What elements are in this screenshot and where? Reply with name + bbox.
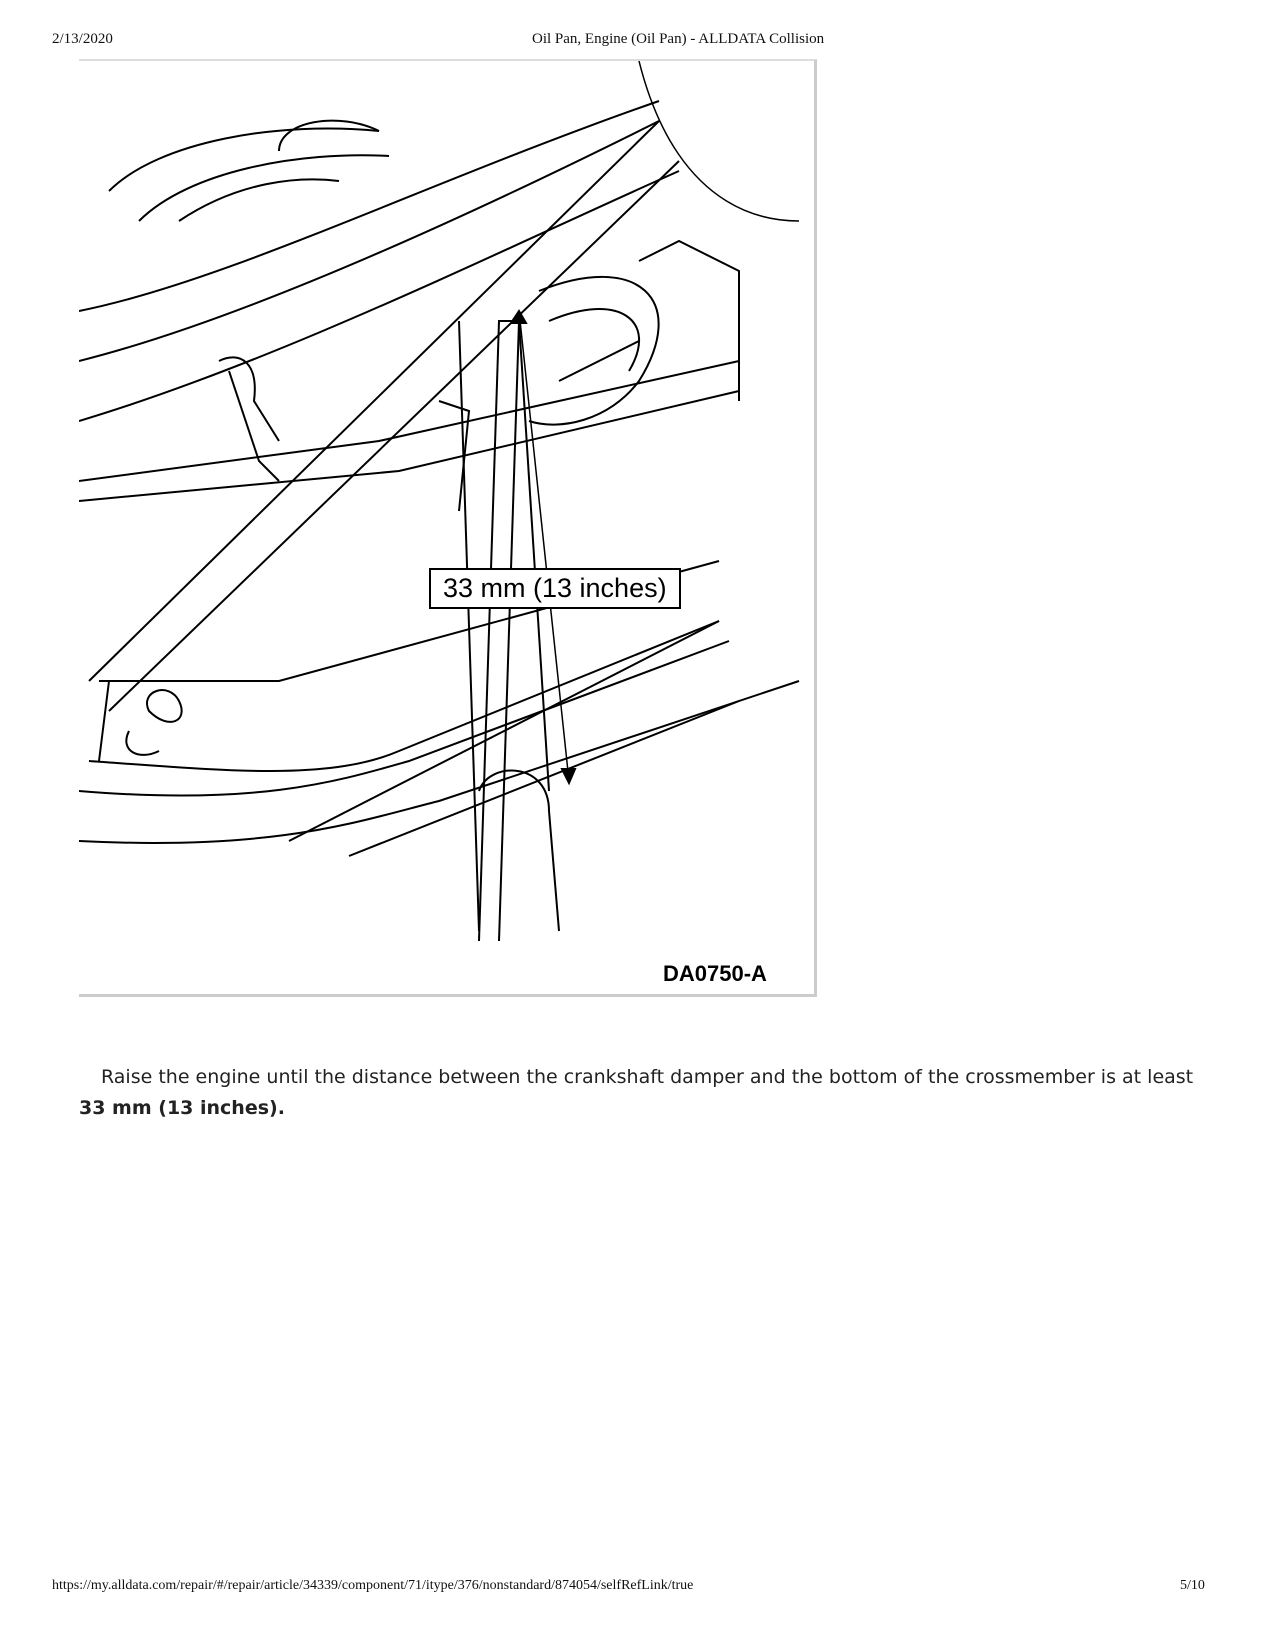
dimension-label: 33 mm (13 inches)	[429, 568, 681, 609]
page-number: 5/10	[1180, 1578, 1205, 1593]
page-title: Oil Pan, Engine (Oil Pan) - ALLDATA Collision	[532, 31, 825, 47]
engine-illustration	[79, 59, 817, 997]
figure-id: DA0750-A	[663, 961, 767, 986]
instruction-measurement: 33 mm (13 inches).	[79, 1097, 285, 1119]
instruction-text: Raise the engine until the distance between the crankshaft damper and the bottom of the crossmember is at least	[101, 1066, 1194, 1088]
print-date: 2/13/2020	[52, 31, 113, 47]
instruction-paragraph	[79, 1062, 1219, 1124]
line-drawing	[79, 61, 814, 996]
footer-url: https://my.alldata.com/repair/#/repair/article/34339/component/71/itype/376/nonstandard/874054/selfRefLink/true	[52, 1578, 694, 1593]
